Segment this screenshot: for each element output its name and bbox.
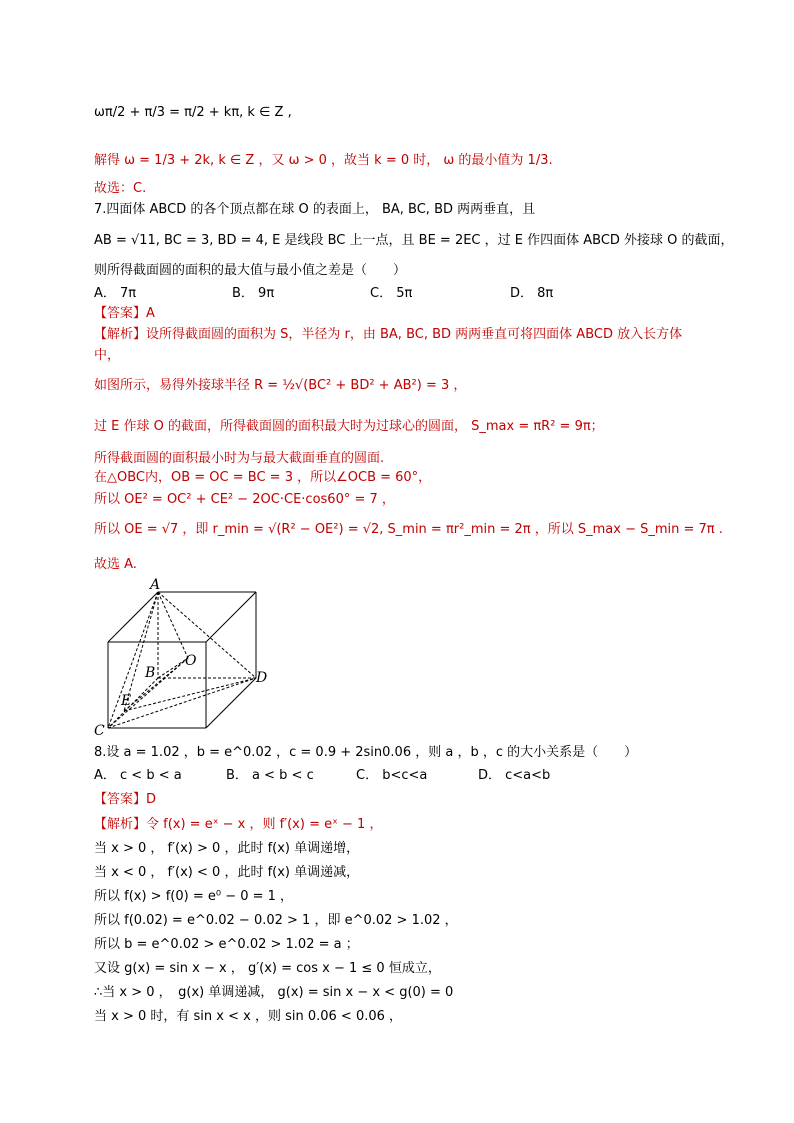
figure-label-o: O — [185, 653, 197, 669]
question-7-option-a: A． 7π — [94, 286, 137, 301]
answer-label: 【答案】A — [94, 306, 155, 321]
question-8-option-d: D． c<a<b — [478, 768, 551, 783]
question-8-option-c: C． b<c<a — [356, 768, 428, 783]
cuboid-figure — [90, 572, 290, 742]
analysis-line: 又设 g(x) = sin x − x ， g′(x) = cos x − 1 ≤ 0 恒成立， — [94, 961, 441, 976]
formula-line: ωπ/2 + π/3 = π/2 + kπ, k ∈ Z , — [94, 105, 292, 120]
question-7-option-b: B． 9π — [232, 286, 275, 301]
analysis-line: 【解析】令 f(x) = eˣ − x ，则 f′(x) = eˣ − 1 ， — [94, 817, 383, 832]
analysis-line: 所以 f(0.02) = e^0.02 − 0.02 > 1 ，即 e^0.02 > 1.02 ， — [94, 913, 458, 928]
analysis-line: ∴当 x > 0 ， g(x) 单调递减， g(x) = sin x − x < g(0) = 0 — [94, 985, 454, 1000]
analysis-line: 当 x < 0 ， f′(x) < 0 ，此时 f(x) 单调递减， — [94, 865, 360, 880]
question-8-option-a: A． c < b < a — [94, 768, 182, 783]
analysis-line: 如图所示，易得外接球半径 R = ½√(BC² + BD² + AB²) = 3 ， — [94, 378, 467, 393]
question-7-stem: 则所得截面圆的面积的最大值与最小值之差是（ ） — [94, 263, 407, 278]
question-7-stem: AB = √11, BC = 3, BD = 4, E 是线段 BC 上一点，且 BE = 2EC ，过 E 作四面体 ABCD 外接球 O 的截面， — [94, 233, 734, 248]
solution-line: 解得 ω = 1/3 + 2k, k ∈ Z ，又 ω > 0 ，故当 k = 0 时， ω 的最小值为 1/3. — [94, 153, 553, 168]
analysis-line: 当 x > 0 时，有 sin x < x ，则 sin 0.06 < 0.06 ， — [94, 1009, 403, 1024]
question-7-option-d: D． 8π — [510, 286, 554, 301]
analysis-line: 在△OBC内，OB = OC = BC = 3 ，所以∠OCB = 60°， — [94, 470, 432, 485]
question-8-option-b: B． a < b < c — [226, 768, 314, 783]
analysis-line: 所得截面圆的面积最小时为与最大截面垂直的圆面. — [94, 451, 385, 466]
analysis-line: 所以 OE = √7 ，即 r_min = √(R² − OE²) = √2, S_min = πr²_min = 2π ，所以 S_max − S_min = 7π . — [94, 522, 723, 537]
figure-label-b: B — [145, 665, 156, 681]
analysis-line: 【解析】设所得截面圆的面积为 S，半径为 r，由 BA, BC, BD 两两垂直可将四面体 ABCD 放入长方体 — [94, 327, 683, 342]
question-8-stem: 8.设 a = 1.02 ，b = e^0.02 ，c = 0.9 + 2sin0.06 ，则 a ，b ，c 的大小关系是（ ） — [94, 745, 638, 760]
analysis-line: 所以 f(x) > f(0) = e⁰ − 0 = 1 ， — [94, 889, 294, 904]
figure-label-a: A — [150, 577, 161, 593]
question-7-stem: 7.四面体 ABCD 的各个顶点都在球 O 的表面上， BA, BC, BD 两两垂直，且 — [94, 202, 536, 217]
choice-line: 故选：C. — [94, 181, 147, 196]
question-7-option-c: C． 5π — [370, 286, 413, 301]
figure-label-e: E — [121, 693, 132, 709]
analysis-line: 过 E 作球 O 的截面，所得截面圆的面积最大时为过球心的圆面， S_max = πR² = 9π； — [94, 419, 604, 434]
analysis-line: 中， — [94, 348, 121, 363]
analysis-line: 所以 b = e^0.02 > e^0.02 > 1.02 = a ； — [94, 937, 359, 952]
figure-label-c: C — [94, 723, 105, 739]
figure-label-d: D — [256, 670, 268, 686]
answer-label: 【答案】D — [94, 792, 157, 807]
analysis-line: 所以 OE² = OC² + CE² − 2OC·CE·cos60° = 7 ， — [94, 492, 395, 507]
choice-line: 故选 A. — [94, 557, 137, 572]
analysis-line: 当 x > 0 ， f′(x) > 0 ，此时 f(x) 单调递增， — [94, 841, 360, 856]
